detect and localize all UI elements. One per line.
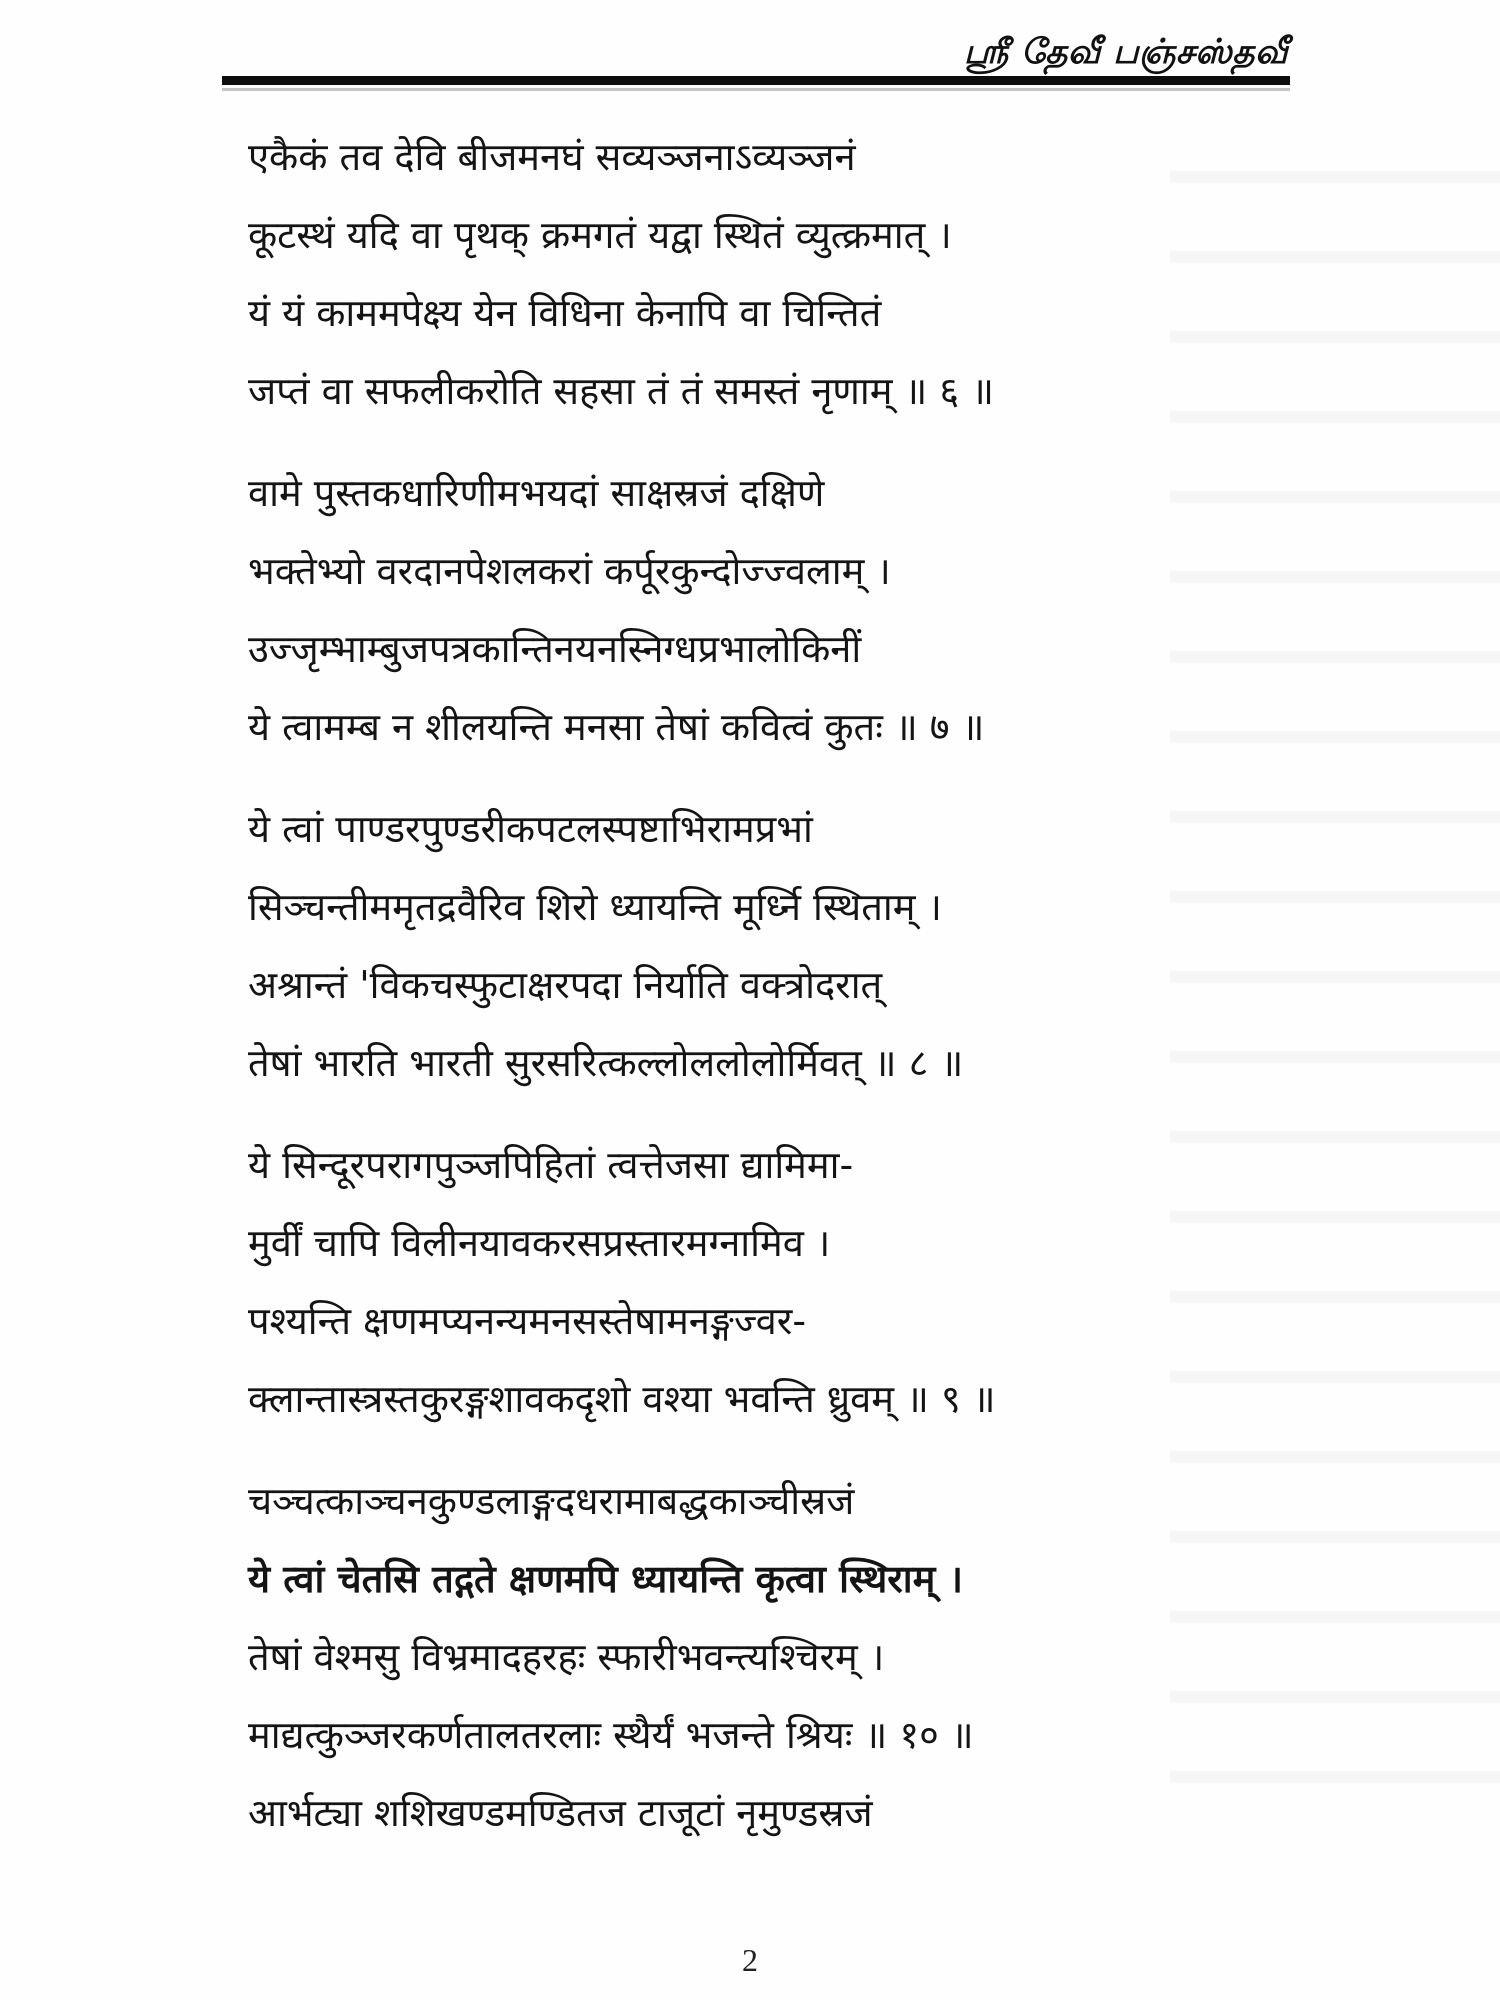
verse-stanza-9 (248, 1126, 1298, 1438)
verse-line: तेषां भारति भारती सुरसरित्कल्लोललोलोर्मिवत् ॥ ८ ॥ (248, 1041, 964, 1085)
verse-line: ये त्वां चेतसि तद्गते क्षणमपि ध्यायन्ति कृत्वा स्थिराम् । (248, 1557, 963, 1601)
verse-line: ये त्वामम्ब न शीलयन्ति मनसा तेषां कवित्वं कुतः ॥ ७ ॥ (248, 705, 985, 749)
verse-line: एकैकं तव देवि बीजमनघं सव्यञ्जनाऽव्यञ्जनं (248, 135, 856, 179)
running-header-title: ஸ்ரீ தேவீ பஞ்சஸ்தவீ (963, 32, 1288, 72)
verse-line: माद्यत्कुञ्जरकर्णतालतरलाः स्थैर्यं भजन्ते श्रियः ॥ १० ॥ (248, 1713, 974, 1757)
verse-stanza-8 (248, 790, 1298, 1102)
verse-line: ये सिन्दूरपरागपुञ्जपिहितां त्वत्तेजसा द्यामिमा- (248, 1143, 854, 1187)
verse-line: चञ्चत्काञ्चनकुण्डलाङ्गदधरामाबद्धकाञ्चीस्रजं (248, 1479, 855, 1523)
verse-line: अश्रान्तं 'विकचस्फुटाक्षरपदा निर्याति वक्त्रोदरात् (248, 963, 883, 1007)
page-number: 2 (742, 1942, 758, 1978)
verse-line: मुर्वीं चापि विलीनयावकरसप्रस्तारमग्नामिव । (248, 1221, 831, 1265)
verse-block (248, 118, 1298, 1876)
verse-stanza-6 (248, 118, 1298, 430)
verse-line: जप्तं वा सफलीकरोति सहसा तं तं समस्तं नृणाम् ॥ ६ ॥ (248, 369, 994, 413)
header-rule-shadow (222, 88, 1290, 91)
verse-line: उज्जृम्भाम्बुजपत्रकान्तिनयनस्निग्धप्रभालोकिनीं (248, 627, 862, 671)
verse-line: पश्यन्ति क्षणमप्यनन्यमनसस्तेषामनङ्गज्वर- (248, 1299, 807, 1343)
verse-line: कूटस्थं यदि वा पृथक् क्रमगतं यद्वा स्थितं व्युत्क्रमात् । (248, 213, 952, 257)
header-rule (222, 76, 1290, 85)
verse-line: सिञ्चन्तीममृतद्रवैरिव शिरो ध्यायन्ति मूर्ध्नि स्थिताम् । (248, 885, 942, 929)
verse-stanza-7 (248, 454, 1298, 766)
verse-line: क्लान्तास्त्रस्तकुरङ्गशावकदृशो वश्या भवन्ति ध्रुवम् ॥ ९ ॥ (248, 1377, 996, 1421)
verse-line: ये त्वां पाण्डरपुण्डरीकपटलस्पष्टाभिरामप्रभां (248, 807, 813, 851)
verse-line: आर्भट्या शशिखण्डमण्डितज टाजूटां नृमुण्डस्रजं (248, 1791, 873, 1835)
verse-line: वामे पुस्तकधारिणीमभयदां साक्षस्रजं दक्षिणे (248, 471, 825, 515)
verse-stanza-10 (248, 1462, 1298, 1852)
verse-line: यं यं काममपेक्ष्य येन विधिना केनापि वा चिन्तितं (248, 291, 882, 335)
verse-line: तेषां वेश्मसु विभ्रमादहरहः स्फारीभवन्त्यश्चिरम् । (248, 1635, 885, 1679)
verse-line: भक्तेभ्यो वरदानपेशलकरां कर्पूरकुन्दोज्ज्वलाम् । (248, 549, 891, 593)
